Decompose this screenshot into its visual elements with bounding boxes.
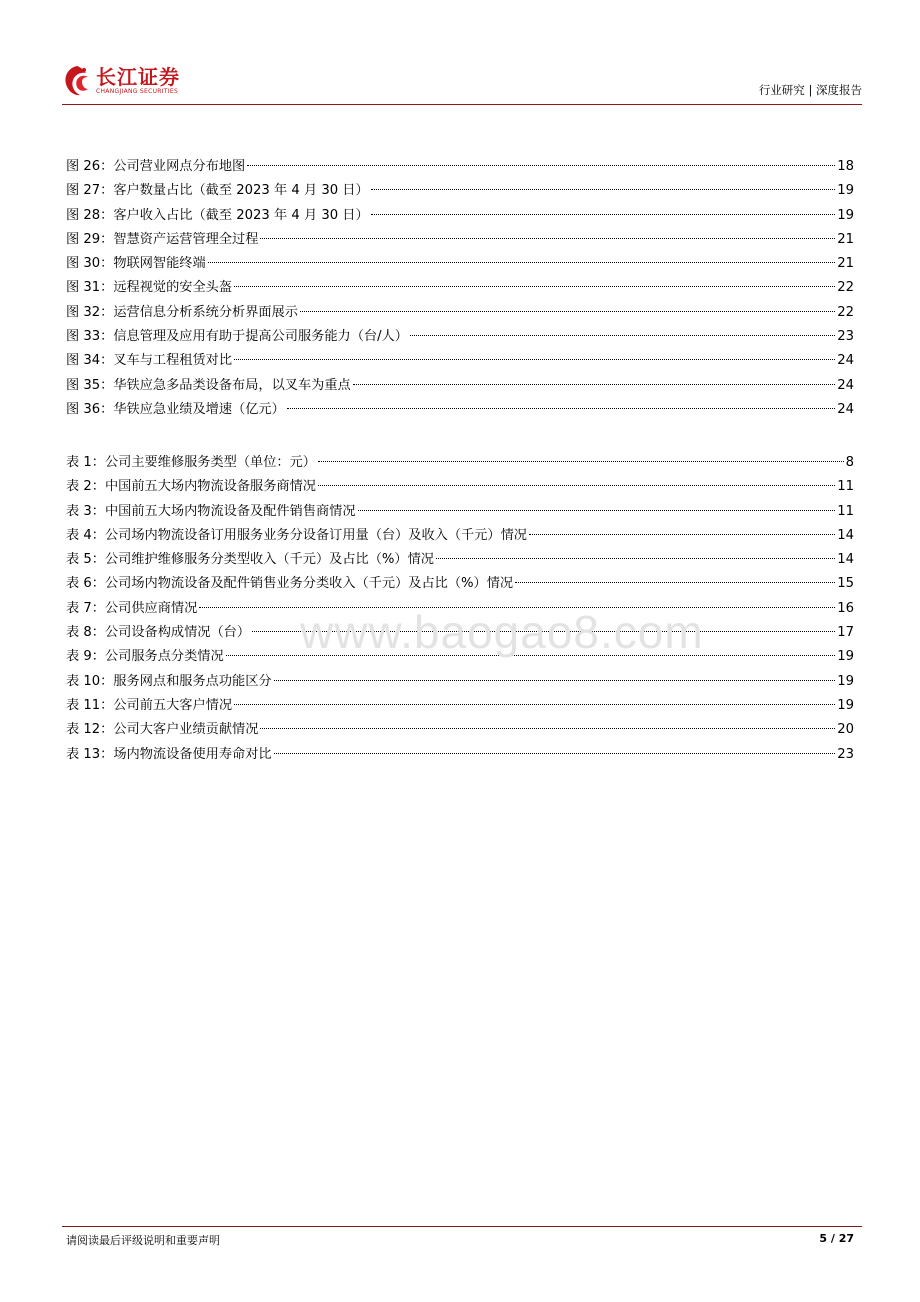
- dot-leader: [226, 655, 836, 656]
- toc-entry-title[interactable]: 表 12：公司大客户业绩贡献情况: [66, 722, 259, 738]
- table-toc-row[interactable]: [66, 548, 854, 572]
- figure-toc-row[interactable]: [66, 276, 854, 300]
- toc-entry-title[interactable]: 表 11：公司前五大客户情况: [66, 697, 233, 713]
- toc-entry-title[interactable]: 图 35：华铁应急多品类设备布局，以叉车为重点: [66, 377, 351, 393]
- toc-entry-title[interactable]: 图 33：信息管理及应用有助于提高公司服务能力（台/人）: [66, 329, 408, 345]
- toc-page-number[interactable]: 19: [837, 673, 854, 689]
- toc-entry-title[interactable]: 图 27：客户数量占比（截至 2023 年 4 月 30 日）: [66, 183, 369, 199]
- toc-entry-title[interactable]: 图 34：叉车与工程租赁对比: [66, 353, 233, 369]
- figure-toc-row[interactable]: [66, 228, 854, 252]
- phoenix-logo-icon: [62, 64, 92, 98]
- toc-entry-title[interactable]: 表 1：公司主要维修服务类型（单位：元）: [66, 455, 316, 470]
- toc-page-number[interactable]: 23: [837, 746, 854, 762]
- table-toc-row[interactable]: [66, 475, 854, 499]
- dot-leader: [234, 704, 835, 705]
- toc-entry-title[interactable]: 表 9：公司服务点分类情况: [66, 649, 224, 665]
- watermark: www.baogao8.com: [300, 606, 704, 658]
- toc-page-number[interactable]: 19: [837, 207, 854, 223]
- figure-toc-row[interactable]: [66, 398, 854, 422]
- dot-leader: [260, 728, 835, 729]
- dot-leader: [529, 534, 835, 535]
- figure-toc-row[interactable]: [66, 252, 854, 276]
- dot-leader: [252, 631, 835, 632]
- toc-entry-title[interactable]: 表 2：中国前五大场内物流设备服务商情况: [66, 479, 316, 495]
- footer-disclaimer: 请阅读最后评级说明和重要声明: [66, 1234, 220, 1247]
- toc-page-number[interactable]: 18: [837, 159, 854, 174]
- dot-leader: [274, 753, 836, 754]
- toc-entry-title[interactable]: 表 13：场内物流设备使用寿命对比: [66, 746, 272, 762]
- dot-leader: [358, 510, 836, 511]
- table-toc-row[interactable]: [66, 524, 854, 548]
- table-toc-row[interactable]: [66, 645, 854, 669]
- dot-leader: [353, 384, 835, 385]
- dot-leader: [247, 165, 835, 166]
- toc-entry-title[interactable]: 图 28：客户收入占比（截至 2023 年 4 月 30 日）: [66, 207, 369, 223]
- toc-entry-title[interactable]: 图 26：公司营业网点分布地图: [66, 159, 246, 174]
- dot-leader: [234, 286, 835, 287]
- table-list: [66, 451, 854, 767]
- company-logo: [62, 64, 180, 98]
- toc-page-number[interactable]: 8: [845, 455, 854, 470]
- header-divider: [62, 104, 862, 105]
- toc-entry-title[interactable]: 表 6：公司场内物流设备及配件销售业务分类收入（千元）及占比（%）情况: [66, 576, 514, 592]
- toc-page-number[interactable]: 19: [837, 697, 854, 713]
- toc-page-number[interactable]: 24: [837, 353, 854, 369]
- table-toc-row[interactable]: [66, 451, 854, 475]
- dot-leader: [234, 359, 835, 360]
- toc-page-number[interactable]: 22: [837, 304, 854, 320]
- figure-list: [66, 155, 854, 422]
- toc-entry-title[interactable]: 表 7：公司供应商情况: [66, 600, 198, 616]
- footer-divider: [62, 1226, 862, 1227]
- dot-leader: [260, 238, 835, 239]
- table-toc-row[interactable]: [66, 621, 854, 645]
- dot-leader: [410, 335, 835, 336]
- toc-entry-title[interactable]: 表 10：服务网点和服务点功能区分: [66, 673, 272, 689]
- logo-english-name: CHANGJIANG SECURITIES: [96, 88, 179, 95]
- toc-page-number[interactable]: 24: [837, 401, 854, 417]
- toc-page-number[interactable]: 19: [837, 649, 854, 665]
- figure-toc-row[interactable]: [66, 301, 854, 325]
- toc-entry-title[interactable]: 表 4：公司场内物流设备订用服务业务分设备订用量（台）及收入（千元）情况: [66, 527, 527, 543]
- table-toc-row[interactable]: [66, 670, 854, 694]
- dot-leader: [371, 214, 836, 215]
- figure-toc-row[interactable]: [66, 325, 854, 349]
- toc-page-number[interactable]: 21: [837, 256, 854, 272]
- toc-page-number[interactable]: 19: [837, 183, 854, 199]
- figure-toc-row[interactable]: [66, 155, 854, 179]
- dot-leader: [287, 408, 835, 409]
- page-header: [62, 62, 862, 106]
- toc-page-number[interactable]: 14: [837, 552, 854, 568]
- figure-toc-row[interactable]: [66, 204, 854, 228]
- logo-chinese-name: 长江证券: [96, 65, 180, 89]
- toc-entry-title[interactable]: 表 5：公司维护维修服务分类型收入（千元）及占比（%）情况: [66, 552, 434, 568]
- toc-page-number[interactable]: 14: [837, 527, 854, 543]
- toc-page-number[interactable]: 17: [837, 625, 854, 641]
- toc-page-number[interactable]: 20: [837, 722, 854, 738]
- toc-entry-title[interactable]: 图 36：华铁应急业绩及增速（亿元）: [66, 401, 285, 417]
- dot-leader: [208, 262, 836, 263]
- figure-toc-row[interactable]: [66, 374, 854, 398]
- toc-entry-title[interactable]: 图 31：远程视觉的安全头盔: [66, 280, 233, 296]
- dot-leader: [371, 189, 836, 190]
- toc-page-number[interactable]: 24: [837, 377, 854, 393]
- toc-page-number[interactable]: 16: [837, 600, 854, 616]
- dot-leader: [515, 582, 835, 583]
- toc-page-number[interactable]: 11: [837, 503, 854, 519]
- toc-page-number[interactable]: 15: [837, 576, 854, 592]
- table-toc-row[interactable]: [66, 694, 854, 718]
- dot-leader: [436, 558, 835, 559]
- table-toc-row[interactable]: [66, 597, 854, 621]
- table-toc-row[interactable]: [66, 572, 854, 596]
- table-toc-row[interactable]: [66, 500, 854, 524]
- dot-leader: [318, 485, 835, 486]
- dot-leader: [199, 607, 835, 608]
- toc-entry-title[interactable]: 图 32：运营信息分析系统分析界面展示: [66, 304, 298, 320]
- toc-entry-title[interactable]: 图 29：智慧资产运营管理全过程: [66, 231, 259, 247]
- toc-entry-title[interactable]: 图 30：物联网智能终端: [66, 256, 206, 272]
- toc-page-number[interactable]: 23: [837, 329, 854, 345]
- figure-toc-row[interactable]: [66, 179, 854, 203]
- toc-page-number[interactable]: 22: [837, 280, 854, 296]
- table-toc-row[interactable]: [66, 718, 854, 742]
- toc-entry-title[interactable]: 表 8：公司设备构成情况（台）: [66, 625, 251, 641]
- page-number: 5 / 27: [819, 1232, 854, 1245]
- figure-toc-row[interactable]: [66, 349, 854, 373]
- toc-page-number[interactable]: 21: [837, 231, 854, 247]
- toc-entry-title[interactable]: 表 3：中国前五大场内物流设备及配件销售商情况: [66, 503, 356, 519]
- toc-page-number[interactable]: 11: [837, 479, 854, 495]
- dot-leader: [274, 680, 836, 681]
- report-category: 行业研究 | 深度报告: [758, 83, 862, 97]
- dot-leader: [318, 461, 844, 462]
- dot-leader: [300, 311, 835, 312]
- table-toc-row[interactable]: [66, 743, 854, 767]
